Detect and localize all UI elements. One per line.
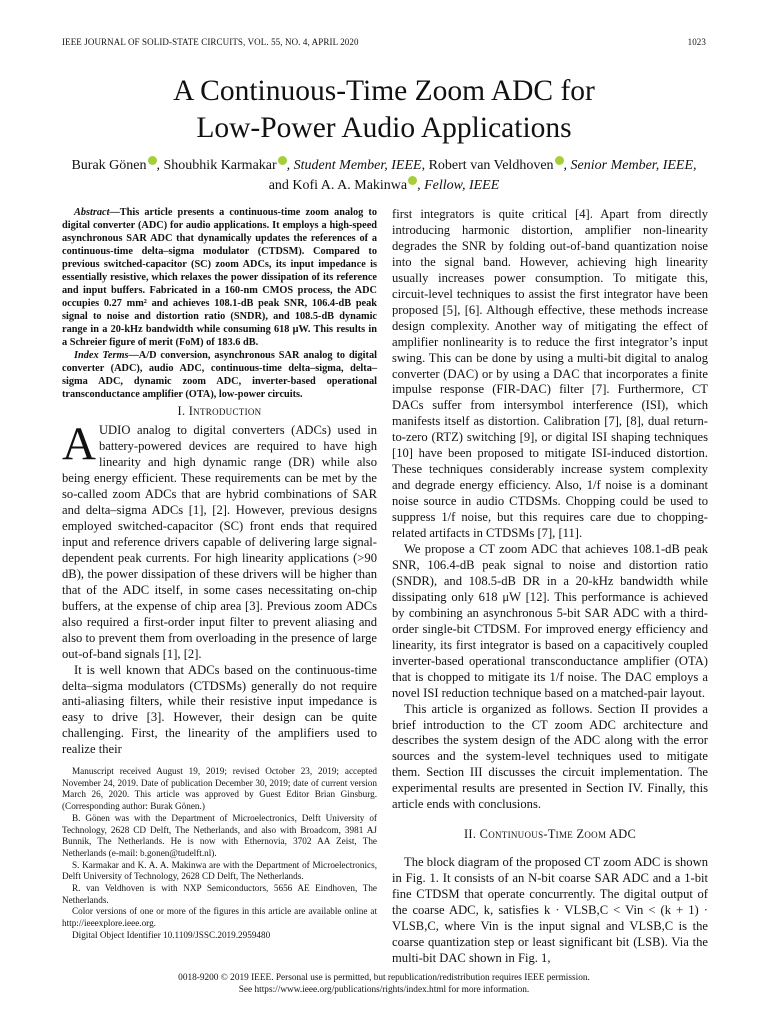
journal-name: IEEE JOURNAL OF SOLID-STATE CIRCUITS, VOL. 55, NO. 4, APRIL 2020: [62, 37, 359, 47]
paragraph: The block diagram of the proposed CT zoom ADC is shown in Fig. 1. It consists of an N-bit coarse SAR ADC and a 1-bit fine CTDSM that operate concurrently. The digital output of the coarse ADC, k, satisfies k · VLSB,C < Vin < (k + 1) · VLSB,C, where Vin is the input signal and VLSB,C is the coarse quantization step or least significant bit (LSB). Via the multi-bit DAC shown in Fig. 1,: [392, 855, 708, 965]
title-line-1: A Continuous-Time Zoom ADC for: [173, 75, 595, 107]
section-number: I.: [177, 404, 189, 419]
section-heading: [392, 827, 708, 843]
abstract: [62, 207, 377, 349]
paper-title: [62, 73, 706, 147]
left-column: [62, 207, 377, 758]
author-name: , Shoubhik Karmakar: [156, 158, 277, 173]
copyright-notice: [62, 972, 706, 996]
running-header: [62, 37, 706, 51]
section-heading: [62, 404, 377, 420]
paragraph: [62, 418, 377, 662]
copyright-line: 0018-9200 © 2019 IEEE. Personal use is permitted, but republication/redistribution requires IEEE permission.: [178, 973, 590, 983]
author-role: , Senior Member, IEEE,: [563, 158, 697, 173]
paragraph: We propose a CT zoom ADC that achieves 108.1-dB peak SNR, 106.4-dB peak signal to noise and distortion ratio (SNDR), and 108.5-dB DR in a 20-kHz bandwidth while dissipating only 618 μW [12]. This performance is achieved by combining an asynchronous 5-bit SAR ADC with a third-order single-bit CTDSM. For improved energy efficiency and linearity, its first integrator is based on a capacitively coupled inverter-based operational transconductance amplifier (OTA) that is chopped to mitigate its 1/f noise. The DAC employs a novel ISI reduction technique based on a matched-pair layout.: [392, 542, 708, 700]
footnote: Manuscript received August 19, 2019; revised October 23, 2019; accepted November 24, 2019. Date of publication December 30, 2019; date of current version March 26, 2020. This article was approved by Guest Editor Brian Ginsburg. (Corresponding author: Burak Gönen.): [62, 766, 377, 812]
section-number: II.: [463, 827, 480, 842]
index-terms: [62, 350, 377, 402]
paragraph: It is well known that ADCs based on the continuous-time delta–sigma modulators (CTDSMs) generally do not require anti-aliasing filters, while their resistive input impedance is easy to drive [3]. However, their design can be quite challenging. First, the linearity of the amplifiers used to realize their: [62, 662, 377, 757]
author-name: , Robert van Veldhoven: [421, 158, 554, 173]
author-name: and Kofi A. A. Makinwa: [268, 178, 408, 193]
author-role: , Student Member, IEEE: [286, 158, 422, 173]
drop-cap: A: [62, 418, 96, 471]
footnotes: [62, 766, 377, 942]
orcid-icon[interactable]: [278, 156, 287, 165]
index-terms-text: —A/D conversion, asynchronous SAR analog to digital converter (ADC), audio ADC, continuous-time delta–sigma, delta–sigma ADC, dynamic zoom ADC, inverter-based operational transconductance amplifier (OTA), low-power circuits.: [62, 350, 377, 401]
abstract-label: Abstract: [74, 207, 110, 218]
rights-link[interactable]: See https://www.ieee.org/publications/rights/index.html for more information.: [238, 985, 530, 995]
section-title: Introduction: [188, 404, 262, 419]
right-column: [392, 207, 708, 967]
title-line-2: Low-Power Audio Applications: [196, 112, 572, 144]
paragraph: This article is organized as follows. Section II provides a brief introduction to the CT zoom ADC architecture and describes the system design of the ADC along with the error sources and the system-level techniques used to mitigate them. Section III discusses the circuit implementation. The experimental results are presented in Section IV. Finally, this article ends with conclusions.: [392, 701, 708, 812]
author-role: , Fellow, IEEE: [417, 178, 500, 193]
orcid-icon[interactable]: [148, 156, 157, 165]
footnote: Digital Object Identifier 10.1109/JSSC.2019.2959480: [72, 929, 271, 940]
author-list: [40, 156, 728, 196]
section-title: Continuous-Time Zoom ADC: [479, 827, 637, 842]
page-number: 1023: [687, 37, 706, 47]
index-terms-label: Index Terms: [74, 350, 129, 362]
footnote: R. van Veldhoven is with NXP Semiconductors, 5656 AE Eindhoven, The Netherlands.: [62, 883, 377, 905]
footnote: B. Gönen was with the Department of Microelectronics, Delft University of Technology, 2628 CD Delft, The Netherlands, and also with Broadcom, 3981 AJ Bunnik, The Netherlands. He is now with Ethernovia, 3702 AA Zeist, The Netherlands (e-mail: b.gonen@tudelft.nl).: [62, 812, 377, 858]
paragraph-text: UDIO analog to digital converters (ADCs) used in battery-powered devices are required to have high linearity and high dynamic range (DR) while also being energy efficient. These requirements can be met by the so-called zoom ADCs that are hybrid combinations of SAR and delta–sigma ADCs [1], [2]. However, previous designs employed switched-capacitor (SC) front ends that required input and reference drivers capable of delivering large signal-dependent peak currents. For high linearity applications (>90 dB), the power dissipation of these drivers will be higher than that of the ADC itself, in some cases necessitating on-chip buffers, at the expense of chip area [3]. Previous zoom ADCs also required a first-order input filter to prevent aliasing and also to prevent them from overloading in the presence of large out-of-band signals [1], [2].: [62, 423, 377, 661]
footnote: S. Karmakar and K. A. A. Makinwa are with the Department of Microelectronics, Delft University of Technology, 2628 CD Delft, The Netherlands.: [62, 859, 377, 882]
footnote: Color versions of one or more of the figures in this article are available online at http://ieeexplore.ieee.org.: [62, 906, 377, 929]
orcid-icon[interactable]: [408, 176, 417, 185]
paragraph: first integrators is quite critical [4]. Apart from directly introducing harmonic distortion, amplifier non-linearity degrades the SNR by folding out-of-band quantization noise into the signal band. However, achieving high linearity usually increases power consumption. To mitigate this, circuit-level techniques to assist the first integrator have been proposed [5], [6]. Although effective, these methods increase design complexity. Another way of mitigating the effect of amplifier nonlinearity is to reduce the first integrator’s input swing. This can be done by using a multi-bit digital to analog converter (DAC) or by using a DAC that incorporates a finite impulse response (FIR-DAC) filter [7]. Furthermore, CT DACs suffer from intersymbol interference (ISI), which manifests itself as distortion. Calibration [7], [8], dual return-to-zero (RTZ) switching [9], or digital ISI shaping techniques [10] have been proposed to mitigate ISI-induced distortion. These techniques considerably increase system complexity and degrade energy efficiency. Also, 1/f noise is a dominant noise source in audio CTDSMs. Chopping could be used to suppress 1/f noise, but this requires care due to chopping-related artifacts in CTDSMs [7], [11].: [392, 207, 708, 541]
abstract-text: —This article presents a continuous-time zoom analog to digital converter (ADC) for audio applications. It employs a high-speed asynchronous SAR ADC that dynamically updates the references of a continuous-time delta–sigma modulator (CTDSM). Compared to previous switched-capacitor (SC) zoom ADCs, its input impedance is essentially resistive, which relaxes the power dissipation of its reference and input buffers. Fabricated in a 160-nm CMOS process, the ADC occupies 0.27 mm² and achieves 108.1-dB peak SNR, 106.4-dB peak signal to noise and distortion ratio (SNDR), and 108.5-dB dynamic range in a 20-kHz bandwidth while consuming 618 μW. This results in a Schreier figure of merit (FoM) of 183.6 dB.: [62, 207, 377, 348]
orcid-icon[interactable]: [555, 156, 564, 165]
author-name: Burak Gönen: [71, 158, 147, 173]
